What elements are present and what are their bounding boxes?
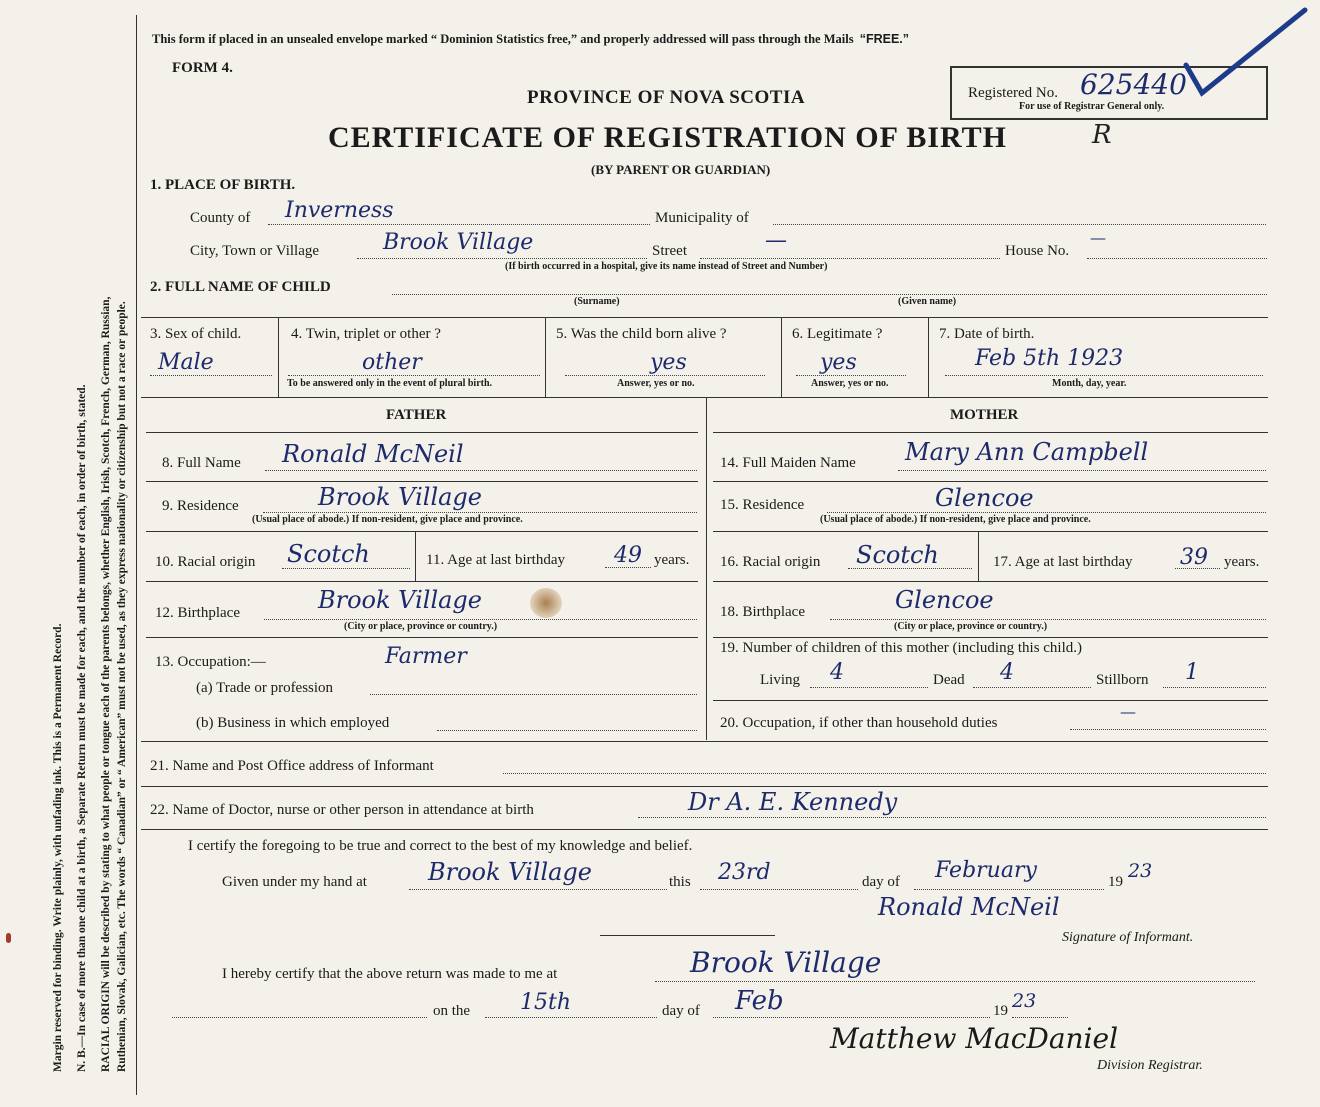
city-line — [357, 258, 647, 259]
day-of-label: day of — [862, 874, 900, 890]
informant-signature: Ronald McNeil — [878, 893, 1060, 921]
informant-top-rule — [141, 741, 1268, 742]
mother-row-rule-4 — [713, 637, 1268, 638]
certification-top-rule — [141, 829, 1268, 830]
father-race-divider — [415, 531, 416, 581]
father-name-label: 8. Full Name — [162, 455, 241, 471]
side-note-racial: RACIAL ORIGIN will be described by stating to what people or tongue each of the parents belongs, whether English, Irish, Scotch, French, German, Russian, — [100, 296, 112, 1072]
child-name-line — [392, 294, 1267, 295]
father-name-value[interactable]: Ronald McNeil — [282, 440, 464, 468]
street-line — [700, 258, 1000, 259]
father-occupation-value[interactable]: Farmer — [385, 644, 467, 669]
father-race-value[interactable]: Scotch — [287, 540, 370, 568]
reg-day-of-label: day of — [662, 1003, 700, 1019]
county-label: County of — [190, 210, 251, 226]
day-value[interactable]: 23rd — [718, 860, 771, 885]
hospital-note: (If birth occurred in a hospital, give its name instead of Street and Number) — [505, 261, 828, 272]
side-note-nb: N. B.—In case of more than one child at a birth, a Separate Return must be made for each, and the number of each, in order of birth, stated. — [76, 384, 88, 1072]
father-birthplace-note: (City or place, province or country.) — [344, 621, 498, 632]
reg-year-line — [1012, 1017, 1068, 1018]
row3-bottom-border — [141, 397, 1268, 398]
legitimate-note: Answer, yes or no. — [811, 378, 889, 389]
father-occupation-label: 13. Occupation:— — [155, 654, 266, 670]
father-race-line — [282, 568, 410, 569]
mother-birthplace-line — [830, 619, 1266, 620]
mother-name-line — [898, 470, 1266, 471]
mother-race-divider — [978, 531, 979, 581]
alive-note: Answer, yes or no. — [617, 378, 695, 389]
mother-occupation-label: 20. Occupation, if other than household duties — [720, 715, 998, 731]
day-line — [700, 889, 858, 890]
mother-birthplace-label: 18. Birthplace — [720, 604, 805, 620]
mother-race-label: 16. Racial origin — [720, 554, 821, 570]
dead-label: Dead — [933, 672, 965, 688]
registered-number: 625440 — [1080, 68, 1187, 101]
certificate-subtitle: (BY PARENT OR GUARDIAN) — [591, 162, 771, 177]
signature-rule — [600, 935, 775, 936]
father-residence-value[interactable]: Brook Village — [318, 483, 482, 511]
sex-line — [150, 375, 272, 376]
mother-age-value[interactable]: 39 — [1180, 545, 1208, 570]
binding-mark — [6, 933, 11, 943]
row3-divider-3 — [781, 317, 782, 397]
title-initials: R — [1092, 120, 1112, 150]
parent-column-divider — [706, 397, 707, 740]
heading-rule-left — [146, 432, 698, 433]
street-value[interactable]: — — [765, 228, 787, 253]
form-number: FORM 4. — [172, 60, 233, 76]
place-heading: 1. PLACE OF BIRTH. — [150, 177, 296, 193]
given-name-note: (Given name) — [898, 296, 957, 307]
registrar-statement: I hereby certify that the above return was made to me at — [222, 966, 558, 982]
reg-month-value[interactable]: Feb — [735, 986, 784, 1016]
father-age-unit: years. — [654, 552, 690, 568]
given-place-value[interactable]: Brook Village — [428, 858, 592, 886]
municipality-label: Municipality of — [655, 210, 749, 226]
certify-statement: I certify the foregoing to be true and correct to the best of my knowledge and belief. — [188, 838, 693, 854]
year-prefix: 19 — [1108, 874, 1123, 890]
mother-age-label: 17. Age at last birthday — [993, 554, 1133, 570]
ink-stain — [530, 588, 562, 618]
stillborn-value[interactable]: 1 — [1185, 660, 1199, 685]
legitimate-value[interactable]: yes — [820, 350, 857, 375]
father-row-rule-2 — [146, 531, 698, 532]
registrar-blank-line — [172, 1017, 427, 1018]
reg-day-value[interactable]: 15th — [520, 990, 572, 1015]
row3-top-border — [141, 317, 1268, 318]
certificate-title: CERTIFICATE OF REGISTRATION OF BIRTH — [328, 121, 1007, 154]
twin-value[interactable]: other — [362, 350, 422, 375]
dob-note: Month, day, year. — [1052, 378, 1127, 389]
city-value[interactable]: Brook Village — [383, 230, 534, 255]
mother-row-rule-1 — [713, 481, 1268, 482]
father-row-rule-1 — [146, 481, 698, 482]
registrar-signature-label: Division Registrar. — [1097, 1058, 1203, 1073]
reg-month-line — [713, 1017, 990, 1018]
father-birthplace-line — [264, 619, 697, 620]
municipality-line — [773, 224, 1266, 225]
father-birthplace-value[interactable]: Brook Village — [318, 586, 482, 614]
surname-note: (Surname) — [574, 296, 620, 307]
legitimate-line — [796, 375, 906, 376]
side-note-racial-cont: Ruthenian, Slovak, Galician, etc. The words “ Canadian” or “ American” must not be used, as they express nationality or citizenship but not a race or people. — [116, 301, 128, 1072]
father-row-rule-4 — [146, 637, 698, 638]
trade-label: (a) Trade or profession — [196, 680, 334, 696]
registered-label: Registered No. — [968, 85, 1058, 101]
mother-residence-label: 15. Residence — [720, 497, 805, 513]
row3-divider-4 — [928, 317, 929, 397]
mother-residence-value[interactable]: Glencoe — [935, 484, 1034, 512]
stillborn-line — [1163, 687, 1266, 688]
dob-value[interactable]: Feb 5th 1923 — [975, 346, 1124, 371]
doctor-label: 22. Name of Doctor, nurse or other person in attendance at birth — [150, 802, 534, 818]
sex-value[interactable]: Male — [158, 350, 214, 375]
dead-value[interactable]: 4 — [1000, 660, 1014, 685]
father-race-label: 10. Racial origin — [155, 554, 256, 570]
father-residence-label: 9. Residence — [162, 498, 239, 514]
registrar-note: For use of Registrar General only. — [1019, 101, 1165, 112]
heading-rule-right — [713, 432, 1268, 433]
mother-row-rule-2 — [713, 531, 1268, 532]
street-label: Street — [652, 243, 687, 259]
informant-line — [503, 773, 1266, 774]
mail-note-free: “FREE.” — [859, 32, 909, 46]
business-label: (b) Business in which employed — [196, 715, 390, 731]
county-value[interactable]: Inverness — [285, 198, 394, 223]
living-line — [810, 687, 928, 688]
registrar-check-mark — [1180, 5, 1310, 100]
business-line — [437, 730, 697, 731]
city-label: City, Town or Village — [190, 243, 320, 259]
dead-line — [973, 687, 1091, 688]
informant-signature-label: Signature of Informant. — [1062, 930, 1194, 945]
mother-race-value[interactable]: Scotch — [856, 541, 939, 569]
father-residence-line — [263, 512, 697, 513]
father-residence-note: (Usual place of abode.) If non-resident, give place and province. — [252, 514, 523, 525]
on-the-label: on the — [433, 1003, 471, 1019]
informant-label: 21. Name and Post Office address of Informant — [150, 758, 434, 774]
mother-occupation-line — [1070, 729, 1266, 730]
doctor-line — [638, 817, 1266, 818]
mother-residence-note: (Usual place of abode.) If non-resident, give place and province. — [820, 514, 1091, 525]
doctor-value[interactable]: Dr A. E. Kennedy — [688, 788, 898, 816]
house-label: House No. — [1005, 243, 1070, 259]
row3-divider-1 — [278, 317, 279, 397]
twin-label: 4. Twin, triplet or other ? — [291, 326, 441, 342]
legitimate-label: 6. Legitimate ? — [792, 326, 883, 342]
house-line — [1087, 258, 1267, 259]
mother-name-value[interactable]: Mary Ann Campbell — [905, 438, 1149, 466]
mail-note — [152, 32, 909, 47]
reg-day-line — [485, 1017, 657, 1018]
father-age-label: 11. Age at last birthday — [426, 552, 565, 568]
row3-divider-2 — [545, 317, 546, 397]
month-line — [914, 889, 1104, 890]
registrar-place-value[interactable]: Brook Village — [690, 946, 882, 979]
month-value[interactable]: February — [935, 858, 1037, 883]
side-note-binding: Margin reserved for binding. Write plainly, with unfading ink. This is a Permanent Record. — [52, 623, 64, 1072]
registrar-place-line — [655, 981, 1255, 982]
father-name-line — [265, 470, 697, 471]
mother-row-rule-5 — [713, 700, 1268, 701]
dob-label: 7. Date of birth. — [939, 326, 1035, 342]
given-label: Given under my hand at — [222, 874, 367, 890]
mother-row-rule-3 — [713, 581, 1268, 582]
mother-name-label: 14. Full Maiden Name — [720, 455, 856, 471]
twin-line — [288, 375, 540, 376]
sex-label: 3. Sex of child. — [150, 326, 242, 342]
father-birthplace-label: 12. Birthplace — [155, 605, 240, 621]
child-name-label: 2. FULL NAME OF CHILD — [150, 279, 331, 295]
this-label: this — [669, 874, 691, 890]
reg-year-prefix: 19 — [993, 1003, 1008, 1019]
living-value[interactable]: 4 — [830, 660, 844, 685]
father-heading: FATHER — [386, 407, 447, 423]
mother-birthplace-value[interactable]: Glencoe — [895, 586, 994, 614]
living-label: Living — [760, 672, 800, 688]
alive-label: 5. Was the child born alive ? — [556, 326, 727, 342]
mail-note-text: This form if placed in an unsealed envelope marked “ Dominion Statistics free,” and properly addressed will pass through the Mails — [152, 32, 854, 46]
mother-age-unit: years. — [1224, 554, 1260, 570]
stillborn-label: Stillborn — [1096, 672, 1149, 688]
twin-note: To be answered only in the event of plural birth. — [287, 378, 493, 389]
mother-birthplace-note: (City or place, province or country.) — [894, 621, 1048, 632]
registrar-signature: Matthew MacDaniel — [830, 1022, 1119, 1055]
informant-bottom-rule — [141, 786, 1268, 787]
father-age-value[interactable]: 49 — [614, 543, 642, 568]
house-value[interactable]: — — [1090, 228, 1106, 247]
given-place-line — [409, 889, 667, 890]
year-value[interactable]: 23 — [1128, 860, 1153, 882]
province-heading: PROVINCE OF NOVA SCOTIA — [527, 87, 806, 108]
mother-heading: MOTHER — [950, 407, 1019, 423]
alive-value[interactable]: yes — [650, 350, 687, 375]
trade-line — [370, 694, 697, 695]
alive-line — [565, 375, 765, 376]
county-line — [268, 224, 650, 225]
mother-occupation-value[interactable]: — — [1120, 702, 1136, 721]
dob-line — [945, 375, 1263, 376]
reg-year-value[interactable]: 23 — [1012, 990, 1037, 1012]
father-row-rule-3 — [146, 581, 698, 582]
binding-margin-line — [136, 15, 137, 1095]
mother-residence-line — [827, 512, 1266, 513]
children-count-label: 19. Number of children of this mother (including this child.) — [720, 640, 1083, 656]
